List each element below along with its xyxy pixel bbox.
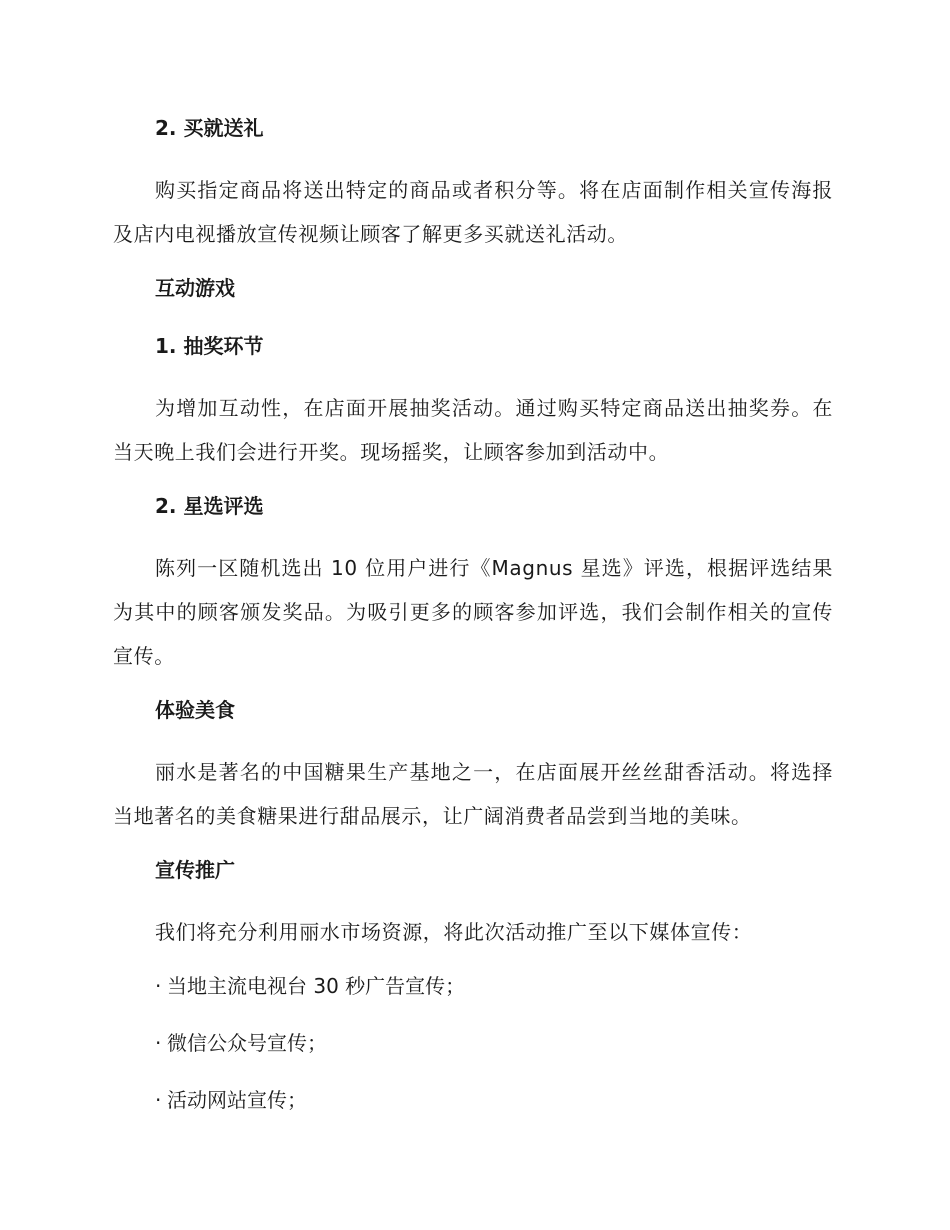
bullet-icon: · [155, 974, 162, 998]
section-heading-food-experience: 体验美食 [155, 698, 235, 722]
section-heading-lottery: 1. 抽奖环节 [155, 334, 264, 358]
section-heading-promotion: 宣传推广 [155, 858, 235, 882]
section-heading-interactive-games: 互动游戏 [155, 276, 235, 300]
list-item [113, 968, 833, 1004]
document-body [113, 110, 833, 1139]
list-item-text-tv: 当地主流电视台 30 秒广告宣传； [167, 974, 466, 998]
paragraph-promotion: 我们将充分利用丽水市场资源，将此次活动推广至以下媒体宣传： [155, 920, 753, 944]
list-item-text-website: 活动网站宣传； [167, 1088, 307, 1112]
section-heading-buy-gift: 2. 买就送礼 [155, 116, 264, 140]
paragraph-lottery: 为增加互动性，在店面开展抽奖活动。通过购买特定商品送出抽奖券。在当天晚上我们会进行开奖。现场摇奖，让顾客参加到活动中。 [113, 396, 833, 464]
paragraph-food-experience: 丽水是著名的中国糖果生产基地之一，在店面展开丝丝甜香活动。将选择当地著名的美食糖果进行甜品展示，让广阔消费者品尝到当地的美味。 [113, 760, 833, 828]
paragraph-buy-gift: 购买指定商品将送出特定的商品或者积分等。将在店面制作相关宣传海报及店内电视播放宣传视频让顾客了解更多买就送礼活动。 [113, 178, 833, 246]
bullet-icon: · [155, 1088, 162, 1112]
bullet-icon: · [155, 1031, 162, 1055]
list-item [113, 1082, 833, 1118]
paragraph-star-selection: 陈列一区随机选出 10 位用户进行《Magnus 星选》评选，根据评选结果为其中的顾客颁发奖品。为吸引更多的顾客参加评选，我们会制作相关的宣传宣传。 [113, 556, 833, 668]
section-heading-star-selection: 2. 星选评选 [155, 494, 264, 518]
list-item [113, 1025, 833, 1061]
list-item-text-wechat: 微信公众号宣传； [167, 1031, 327, 1055]
